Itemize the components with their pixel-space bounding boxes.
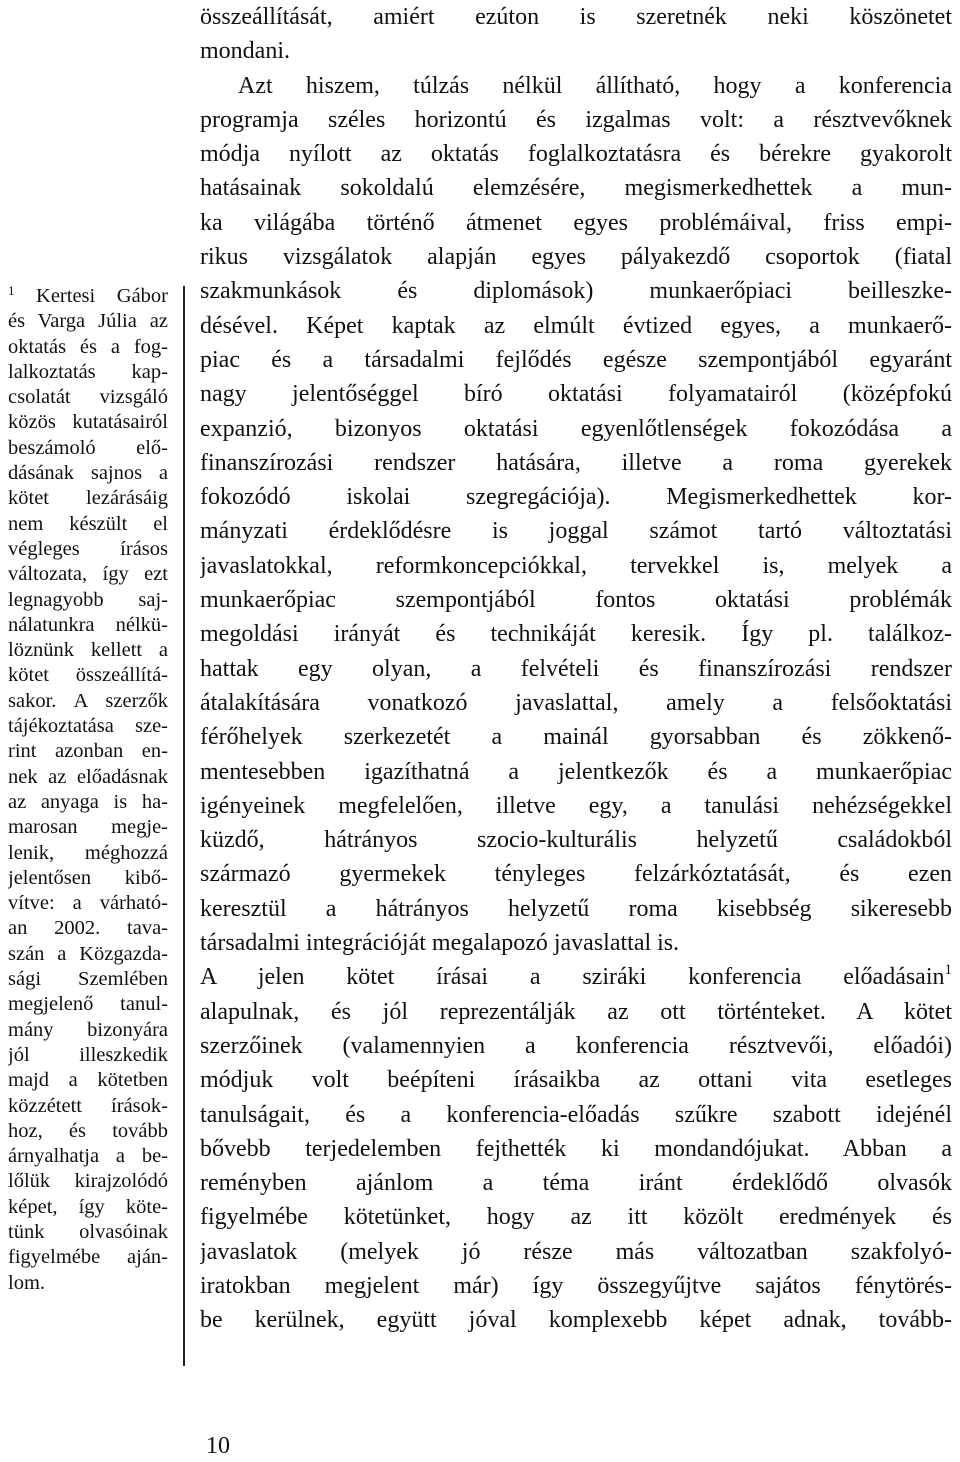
footnote-line: végleges írásos [8,537,168,560]
body-line: hattak egy olyan, a felvételi és finanszírozási rendszer [200,655,952,682]
footnote-line: és Varga Júlia az [8,310,168,333]
footnote-line: nem készült el [8,512,168,535]
body-line: származó gyermekek tényleges felzárkóztatását, és ezen [200,861,952,888]
body-line: keresztül a hátrányos helyzetű roma kisebbség sikeresebb [200,895,952,922]
body-line: fokozódó iskolai szegregációja). Megismerkedhettek kor- [200,484,952,511]
body-line: szerzőinek (valamennyien a konferencia résztvevői, előadói) [200,1032,952,1059]
footnote-line: jelentősen kibő- [8,866,168,889]
footnote-line: közzétett írások- [8,1094,168,1117]
footnote-line [8,284,168,309]
body-line: átalakítására vonatkozó javaslattal, amely a felsőoktatási [200,689,952,716]
footnote-line: csolatát vizsgáló [8,386,168,409]
footnote-line: lalkoztatás kap- [8,360,168,383]
footnote-line: oktatás és a fog- [8,335,168,358]
footnote [8,284,168,1296]
body-line: férőhelyek szerkezetét a mainál gyorsabban és zökkenő- [200,724,952,751]
footnote-line: változata, így ezt [8,563,168,586]
body-line: expanzió, bizonyos oktatási egyenlőtlenségek fokozódása a [200,415,952,442]
footnote-line: kötet lezárásáig [8,487,168,510]
footnote-line: jól illeszkedik [8,1043,168,1066]
body-line: be kerülnek, együtt jóval komplexebb képet adnak, tovább- [200,1307,952,1334]
footnote-line: nek az előadásnak [8,765,168,788]
footnote-line: dásának sajnos a [8,462,168,485]
body-line: rikus vizsgálatok alapján egyes pályakezdő csoportok (fiatal [200,244,952,271]
footnote-line: hoz, és tovább [8,1119,168,1142]
body-line: désével. Képet kaptak az elmúlt évtized egyes, a munkaerő- [200,312,952,339]
body-line: alapulnak, és jól reprezentálják az ott történteket. A kötet [200,998,952,1025]
footnote-line: az anyaga is ha- [8,790,168,813]
page-number: 10 [206,1433,230,1459]
body-line: módjuk volt beépíteni írásaikba az ottani vita esetleges [200,1067,952,1094]
column-divider [183,286,185,1366]
footnote-line: árnyalhatja a be- [8,1145,168,1168]
footnote-line: tájékoztatása sze- [8,715,168,738]
footnote-line: rint azonban en- [8,740,168,763]
footnote-line: legnagyobb saj- [8,588,168,611]
footnote-line: vítve: a várható- [8,892,168,915]
body-line-text: A jelen kötet írásai a sziráki konferencia előadásain [200,964,945,991]
body-line: mányzati érdeklődésre is joggal számot tartó változtatási [200,518,952,545]
footnote-line: figyelmébe aján- [8,1246,168,1269]
body-line: finanszírozási rendszer hatására, illetve a roma gyerekek [200,449,952,476]
body-line: figyelmébe kötetünket, hogy az itt közölt eredmények és [200,1204,952,1231]
footnote-line: lom. [8,1271,46,1294]
body-line: szakmunkások és diplomások) munkaerőpiaci beilleszke- [200,278,952,305]
footnote-line: lenik, méghozzá [8,841,168,864]
body-line: módja nyílott az oktatás foglalkoztatásra és bérekre gyakorolt [200,141,952,168]
body-line: megoldási irányát és technikáját keresik. Így pl. találkoz- [200,621,952,648]
body-line: küzdő, hátrányos szocio-kulturális helyzetű családokból [200,827,952,854]
footnote-line: szán a Közgazda- [8,942,168,965]
body-line: hatásainak sokoldalú elemzésére, megismerkedhettek a mun- [200,175,952,202]
body-line: mondani. [200,38,290,65]
footnote-line: közös kutatásairól [8,411,168,434]
body-line: programja széles horizontú és izgalmas volt: a résztvevőknek [200,106,952,133]
body-line: tanulságait, és a konferencia-előadás szűkre szabott idejénél [200,1101,952,1128]
body-line: igényeinek megfelelően, illetve egy, a tanulási nehézségekkel [200,792,952,819]
body-line: ka világába történő átmenet egyes problémáival, friss empi- [200,209,952,236]
body-line: javaslatok (melyek jó része más változatban szakfolyó- [200,1238,952,1265]
footnote-line: marosan megje- [8,816,168,839]
footnote-line: képet, így kötе- [8,1195,168,1218]
footnote-marker: 1 [8,284,15,298]
footnote-line: kötet összeállítá- [8,664,168,687]
footnote-text: Kertesi Gábor [36,285,168,307]
footnote-line: beszámoló elő- [8,436,168,459]
body-line: reményben ajánlom a téma iránt érdeklődő olvasók [200,1170,952,1197]
body-line: iratokban megjelent már) így összegyűjtve sajátos fénytörés- [200,1272,952,1299]
body-line: piac és a társadalmi fejlődés egésze szempontjából egyaránt [200,346,952,373]
footnote-line: löznünk kellett a [8,639,168,662]
body-line: javaslatokkal, reformkoncepciókkal, tervekkel is, melyek a [200,552,952,579]
footnote-line: mány bizonyára [8,1018,168,1041]
footnote-reference: 1 [944,962,952,979]
footnote-line: majd a kötetben [8,1069,168,1092]
body-line [200,960,952,994]
footnote-line: an 2002. tava- [8,917,168,940]
footnote-line: nálatunkra nélkü- [8,613,168,636]
footnote-line: tünk olvasóinak [8,1220,168,1243]
body-line: társadalmi integrációját megalapozó javaslattal is. [200,930,680,957]
body-line: munkaerőpiac szempontjából fontos oktatási problémák [200,587,952,614]
footnote-line: sági Szemlében [8,968,168,991]
footnote-line: sakor. A szerzők [8,689,168,712]
body-line: bővebb terjedelemben fejthették ki mondandójukat. Abban a [200,1135,952,1162]
body-line: mentesebben igazíthatná a jelentkezők és a munkaerőpiac [200,758,952,785]
body-line: összeállítását, amiért ezúton is szeretnék neki köszönetet [200,4,952,30]
body-line: nagy jelentőséggel bíró oktatási folyamatairól (középfokú [200,381,952,408]
body-text [200,0,952,1338]
body-line: Azt hiszem, túlzás nélkül állítható, hogy a konferencia [238,72,952,99]
footnote-line: lőlük kirajzolódó [8,1170,168,1193]
footnote-line: megjelenő tanul- [8,993,168,1016]
